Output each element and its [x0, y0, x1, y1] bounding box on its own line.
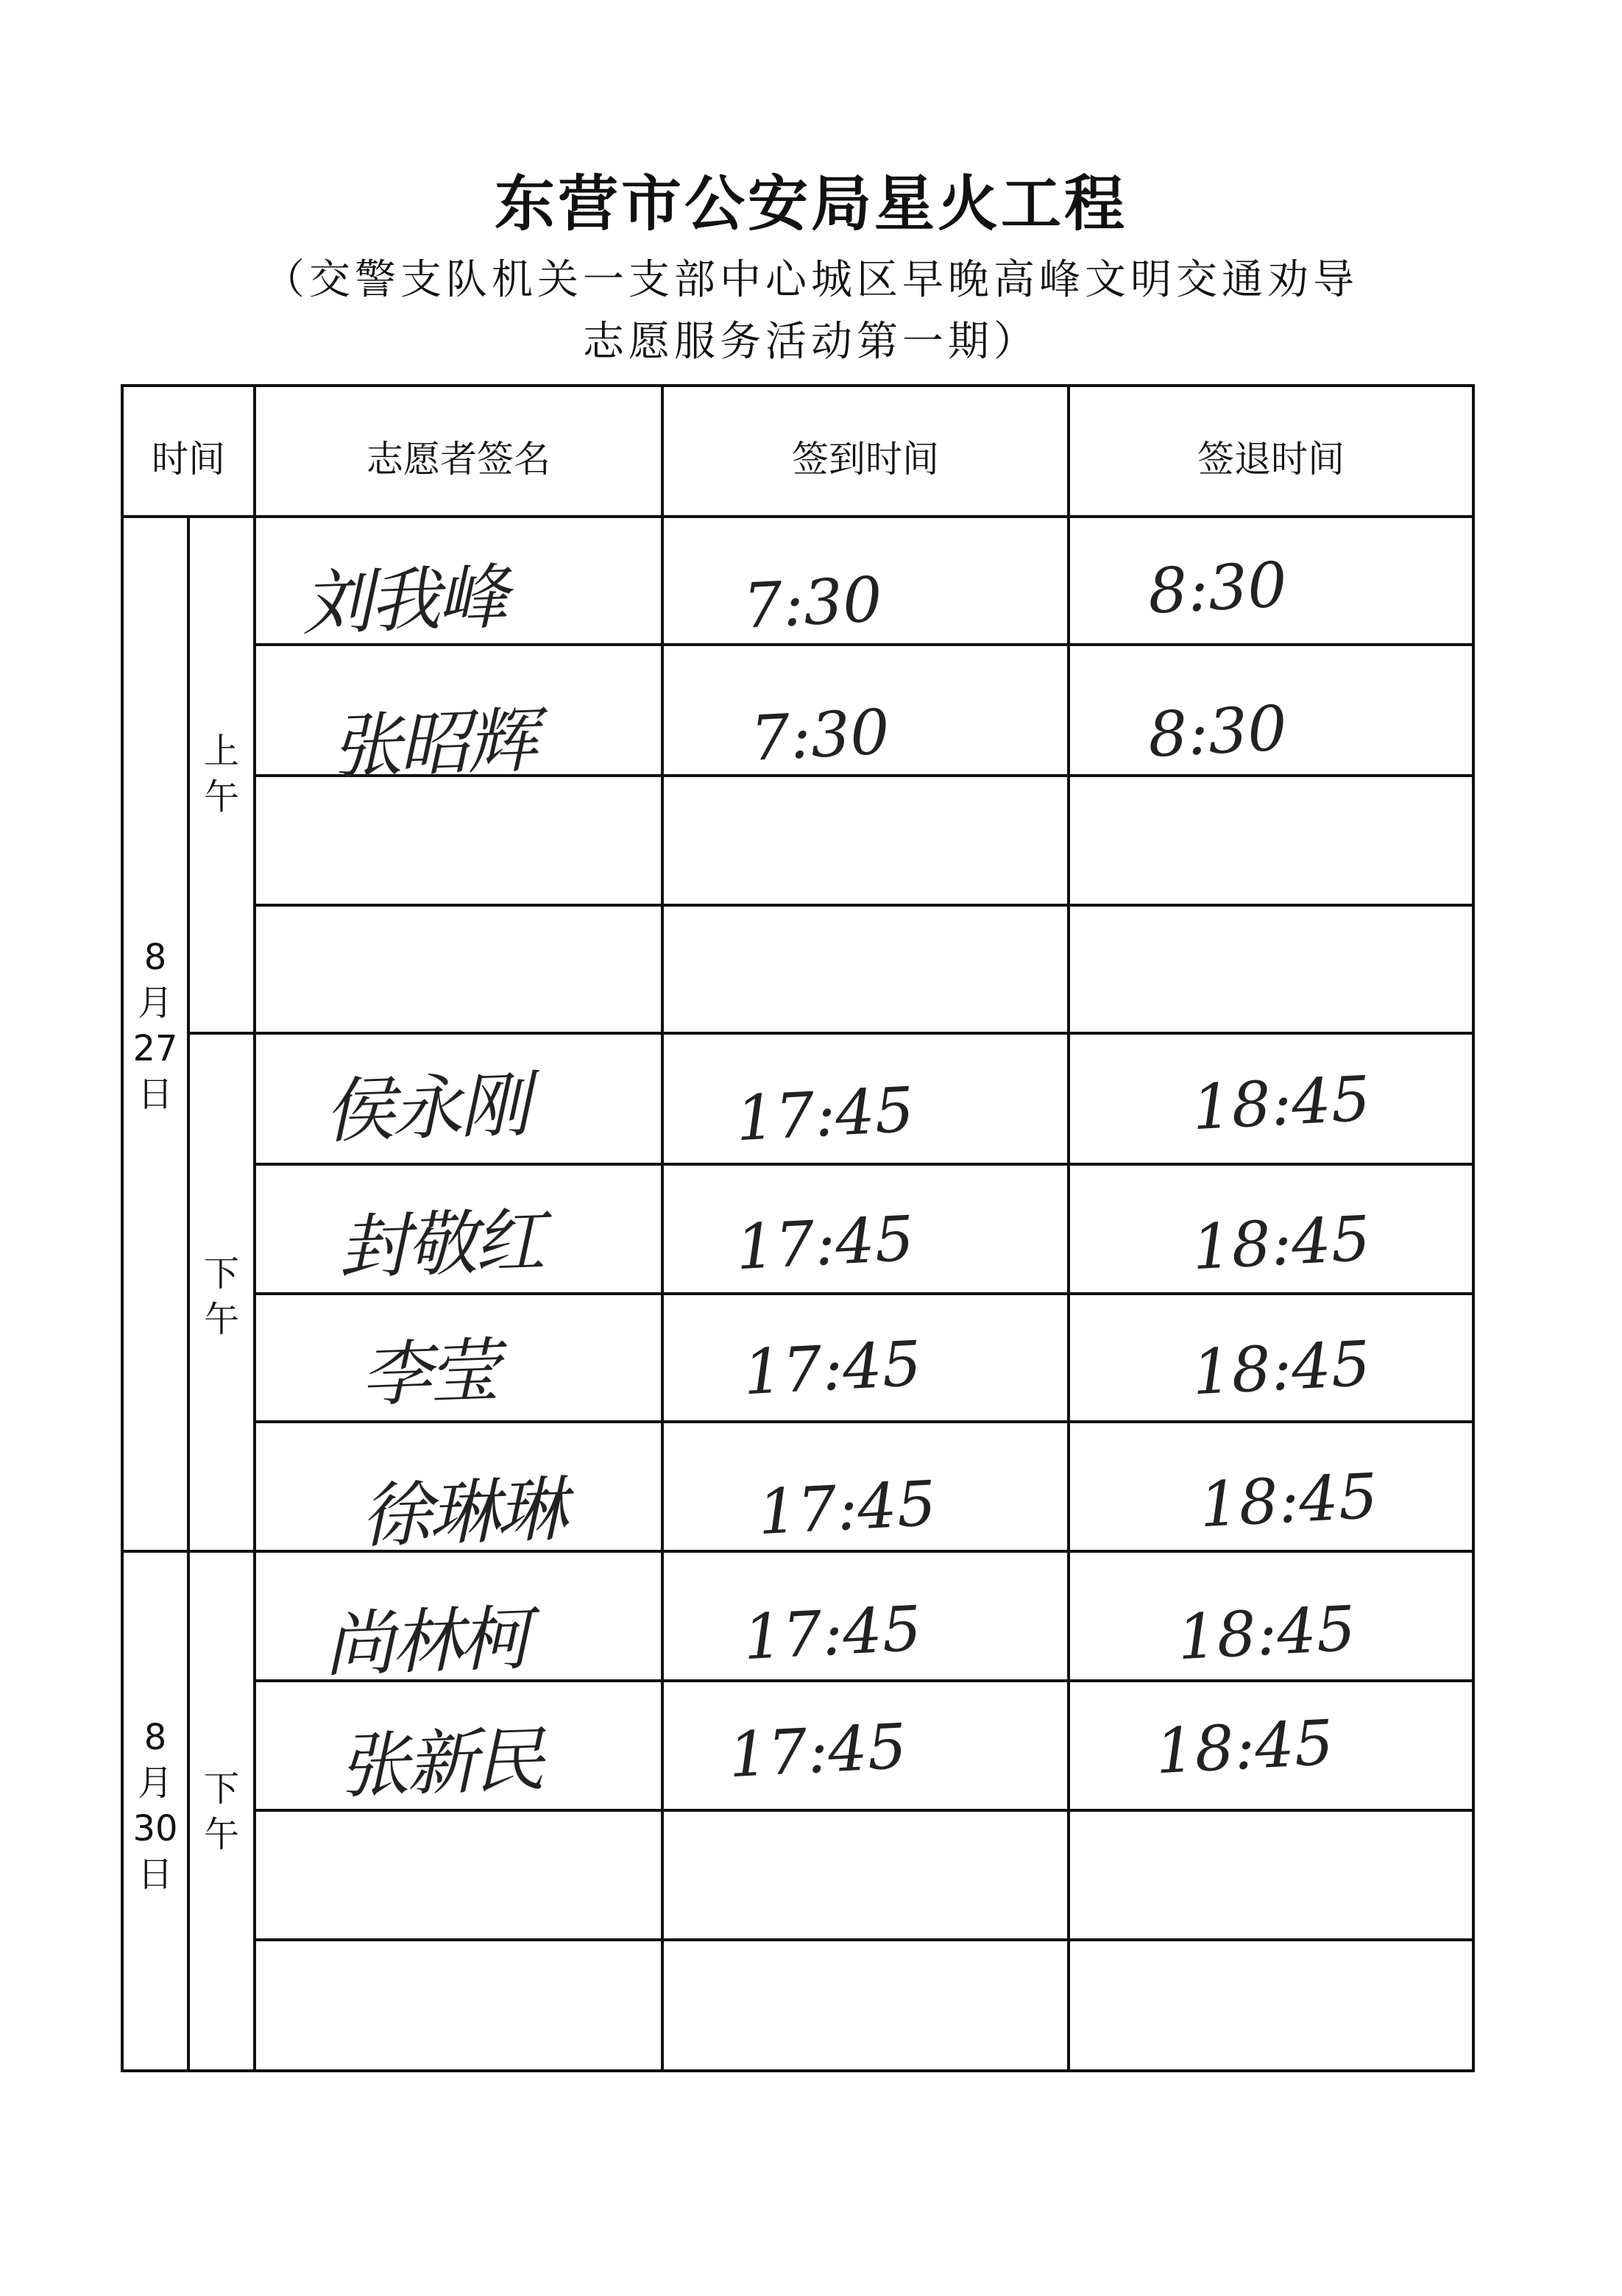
row-7-checkout: 18:45	[1190, 1327, 1373, 1409]
row-2-checkin: 7:30	[748, 695, 892, 775]
row-7-signature: 李莹	[359, 1329, 498, 1417]
row-9-signature: 尚林柯	[322, 1597, 529, 1687]
row-6-signature: 封敬红	[337, 1200, 544, 1289]
subtitle-line-1: （交警支队机关一支部中心城区早晚高峰文明交通劝导	[263, 256, 1359, 304]
subtitle-line-2: 志愿服务活动第一期）	[583, 318, 1039, 366]
period-afternoon-2: 下 午	[203, 1768, 239, 1855]
row-10-checkout: 18:45	[1153, 1706, 1336, 1788]
row-2-checkout: 8:30	[1146, 692, 1289, 771]
row-8-checkout: 18:45	[1197, 1459, 1380, 1542]
row-7-checkin: 17:45	[741, 1327, 924, 1409]
row-2-signature: 张昭辉	[330, 699, 536, 789]
period-afternoon-1: 下 午	[203, 1253, 239, 1340]
header-signature: 志愿者签名	[366, 438, 550, 481]
row-6-checkout: 18:45	[1190, 1202, 1373, 1284]
row-5-checkin: 17:45	[734, 1073, 916, 1155]
row-1-checkout: 8:30	[1146, 548, 1289, 628]
row-9-checkout: 18:45	[1175, 1592, 1358, 1674]
row-6-checkin: 17:45	[734, 1202, 916, 1284]
row-10-signature: 张新民	[337, 1718, 544, 1808]
header-checkin: 签到时间	[792, 438, 939, 481]
period-morning: 上 午	[203, 731, 239, 818]
header-time: 时间	[152, 438, 225, 481]
row-1-checkin: 7:30	[741, 563, 885, 642]
row-5-checkout: 18:45	[1190, 1062, 1373, 1144]
page-title: 东营市公安局星火工程	[494, 169, 1127, 239]
date-aug-27: 8 月 27 日	[132, 937, 178, 1115]
row-1-signature: 刘我峰	[300, 556, 507, 645]
row-9-checkin: 17:45	[741, 1592, 924, 1674]
header-checkout: 签退时间	[1197, 438, 1345, 481]
row-8-signature: 徐琳琳	[359, 1468, 566, 1558]
row-10-checkin: 17:45	[726, 1709, 909, 1792]
row-5-signature: 侯永刚	[322, 1063, 529, 1153]
row-8-checkin: 17:45	[756, 1467, 938, 1549]
date-aug-30: 8 月 30 日	[132, 1717, 178, 1895]
